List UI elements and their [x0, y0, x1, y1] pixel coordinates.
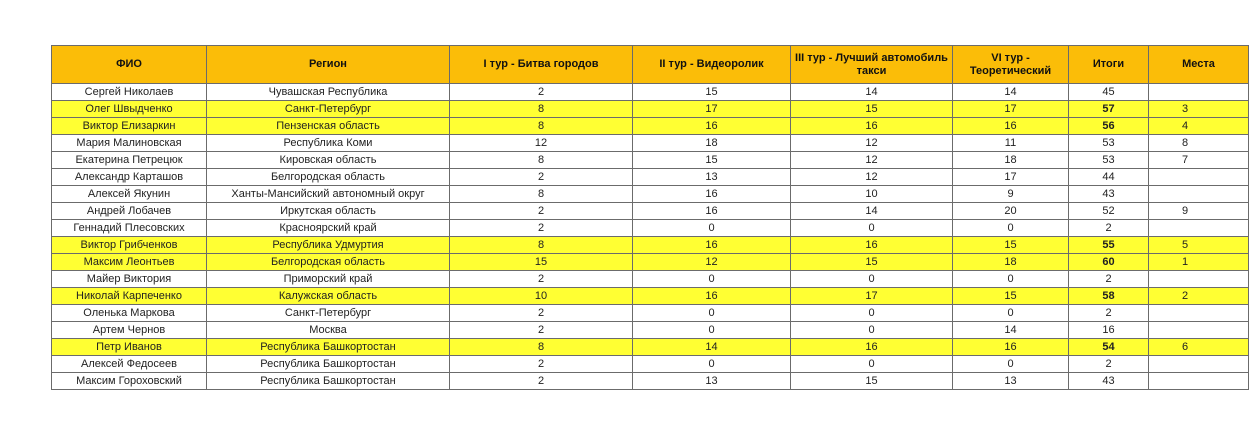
cell-tour4: 18: [953, 152, 1069, 169]
cell-name: Екатерина Петрецюк: [52, 152, 207, 169]
table-row: [52, 101, 1249, 118]
header-tour4: VI тур - Теоретический: [953, 46, 1069, 84]
cell-total: 2: [1069, 220, 1149, 237]
cell-tour1: 8: [450, 339, 633, 356]
cell-region: Республика Коми: [207, 135, 450, 152]
cell-name: Александр Карташов: [52, 169, 207, 186]
cell-tour4: 18: [953, 254, 1069, 271]
cell-tour4: 16: [953, 339, 1069, 356]
cell-tour4: 13: [953, 373, 1069, 390]
cell-tour2: 0: [633, 305, 791, 322]
cell-tour3: 0: [791, 356, 953, 373]
cell-tour2: 15: [633, 152, 791, 169]
cell-place: 1: [1149, 254, 1249, 271]
table-header: [52, 46, 1249, 84]
cell-region: Белгородская область: [207, 254, 450, 271]
cell-tour1: 2: [450, 203, 633, 220]
cell-region: Красноярский край: [207, 220, 450, 237]
cell-tour1: 2: [450, 271, 633, 288]
table-row: [52, 220, 1249, 237]
header-name: ФИО: [52, 46, 207, 84]
cell-tour3: 0: [791, 322, 953, 339]
cell-region: Приморский край: [207, 271, 450, 288]
header-row: [52, 46, 1249, 84]
table-row: [52, 373, 1249, 390]
cell-region: Москва: [207, 322, 450, 339]
cell-place: 7: [1149, 152, 1249, 169]
cell-total: 54: [1069, 339, 1149, 356]
cell-tour2: 18: [633, 135, 791, 152]
cell-region: Чувашская Республика: [207, 84, 450, 101]
cell-tour1: 8: [450, 118, 633, 135]
cell-region: Кировская область: [207, 152, 450, 169]
cell-total: 56: [1069, 118, 1149, 135]
cell-region: Иркутская область: [207, 203, 450, 220]
cell-tour3: 15: [791, 101, 953, 118]
cell-tour1: 10: [450, 288, 633, 305]
table-row: [52, 237, 1249, 254]
cell-name: Максим Леонтьев: [52, 254, 207, 271]
header-tour1: I тур - Битва городов: [450, 46, 633, 84]
cell-tour3: 0: [791, 305, 953, 322]
cell-place: [1149, 186, 1249, 203]
cell-tour1: 2: [450, 373, 633, 390]
cell-tour1: 8: [450, 101, 633, 118]
cell-place: [1149, 271, 1249, 288]
cell-tour4: 14: [953, 84, 1069, 101]
cell-total: 60: [1069, 254, 1149, 271]
cell-tour4: 17: [953, 169, 1069, 186]
cell-place: 8: [1149, 135, 1249, 152]
table-row: [52, 339, 1249, 356]
cell-place: [1149, 305, 1249, 322]
cell-region: Белгородская область: [207, 169, 450, 186]
cell-tour3: 14: [791, 84, 953, 101]
cell-total: 2: [1069, 356, 1149, 373]
cell-name: Николай Карпеченко: [52, 288, 207, 305]
cell-tour4: 14: [953, 322, 1069, 339]
table-row: [52, 322, 1249, 339]
table-row: [52, 135, 1249, 152]
cell-region: Республика Башкортостан: [207, 373, 450, 390]
cell-tour1: 8: [450, 186, 633, 203]
cell-tour2: 16: [633, 186, 791, 203]
cell-tour2: 12: [633, 254, 791, 271]
cell-tour2: 16: [633, 237, 791, 254]
cell-name: Алексей Федосеев: [52, 356, 207, 373]
table-row: [52, 118, 1249, 135]
cell-tour3: 12: [791, 169, 953, 186]
cell-total: 44: [1069, 169, 1149, 186]
cell-region: Ханты-Мансийский автономный округ: [207, 186, 450, 203]
table-row: [52, 169, 1249, 186]
header-tour2: II тур - Видеоролик: [633, 46, 791, 84]
cell-name: Андрей Лобачев: [52, 203, 207, 220]
cell-tour4: 0: [953, 271, 1069, 288]
cell-tour4: 0: [953, 356, 1069, 373]
cell-total: 2: [1069, 305, 1149, 322]
cell-place: 6: [1149, 339, 1249, 356]
cell-tour3: 0: [791, 220, 953, 237]
cell-total: 57: [1069, 101, 1149, 118]
cell-tour1: 2: [450, 356, 633, 373]
cell-tour3: 16: [791, 237, 953, 254]
cell-tour4: 16: [953, 118, 1069, 135]
cell-name: Сергей Николаев: [52, 84, 207, 101]
cell-total: 53: [1069, 135, 1149, 152]
cell-total: 53: [1069, 152, 1149, 169]
table-row: [52, 84, 1249, 101]
cell-place: [1149, 169, 1249, 186]
cell-name: Максим Гороховский: [52, 373, 207, 390]
cell-place: 3: [1149, 101, 1249, 118]
cell-total: 2: [1069, 271, 1149, 288]
cell-total: 52: [1069, 203, 1149, 220]
cell-tour3: 16: [791, 118, 953, 135]
cell-tour2: 15: [633, 84, 791, 101]
cell-place: [1149, 322, 1249, 339]
cell-name: Геннадий Плесовских: [52, 220, 207, 237]
cell-tour3: 15: [791, 373, 953, 390]
cell-name: Олег Швыдченко: [52, 101, 207, 118]
cell-tour3: 16: [791, 339, 953, 356]
results-table: [51, 45, 1249, 390]
table-row: [52, 152, 1249, 169]
table-body: [52, 84, 1249, 390]
cell-name: Мария Малиновская: [52, 135, 207, 152]
header-place: Места: [1149, 46, 1249, 84]
cell-name: Майер Виктория: [52, 271, 207, 288]
cell-tour1: 2: [450, 322, 633, 339]
table-row: [52, 203, 1249, 220]
cell-tour2: 0: [633, 271, 791, 288]
cell-tour2: 0: [633, 322, 791, 339]
cell-tour1: 2: [450, 220, 633, 237]
cell-name: Виктор Грибченков: [52, 237, 207, 254]
cell-total: 43: [1069, 373, 1149, 390]
table-row: [52, 356, 1249, 373]
cell-tour1: 2: [450, 305, 633, 322]
cell-total: 43: [1069, 186, 1149, 203]
cell-tour4: 11: [953, 135, 1069, 152]
cell-total: 16: [1069, 322, 1149, 339]
cell-tour2: 16: [633, 118, 791, 135]
cell-tour1: 2: [450, 169, 633, 186]
cell-name: Алексей Якунин: [52, 186, 207, 203]
cell-tour2: 17: [633, 101, 791, 118]
table-row: [52, 186, 1249, 203]
cell-tour2: 14: [633, 339, 791, 356]
cell-tour3: 12: [791, 135, 953, 152]
cell-place: 5: [1149, 237, 1249, 254]
cell-name: Артем Чернов: [52, 322, 207, 339]
cell-tour2: 0: [633, 356, 791, 373]
cell-tour2: 13: [633, 169, 791, 186]
cell-total: 58: [1069, 288, 1149, 305]
cell-tour3: 0: [791, 271, 953, 288]
cell-tour4: 15: [953, 288, 1069, 305]
cell-tour4: 0: [953, 305, 1069, 322]
cell-place: [1149, 84, 1249, 101]
cell-tour4: 9: [953, 186, 1069, 203]
cell-region: Калужская область: [207, 288, 450, 305]
cell-tour3: 14: [791, 203, 953, 220]
cell-region: Санкт-Петербург: [207, 101, 450, 118]
cell-tour3: 12: [791, 152, 953, 169]
header-total: Итоги: [1069, 46, 1149, 84]
cell-place: 4: [1149, 118, 1249, 135]
cell-total: 55: [1069, 237, 1149, 254]
cell-region: Республика Удмуртия: [207, 237, 450, 254]
results-sheet: [51, 45, 1249, 390]
cell-tour1: 12: [450, 135, 633, 152]
table-row: [52, 288, 1249, 305]
cell-place: 9: [1149, 203, 1249, 220]
cell-tour1: 8: [450, 237, 633, 254]
cell-tour3: 15: [791, 254, 953, 271]
cell-tour4: 0: [953, 220, 1069, 237]
cell-place: 2: [1149, 288, 1249, 305]
cell-tour3: 10: [791, 186, 953, 203]
table-row: [52, 305, 1249, 322]
cell-region: Республика Башкортостан: [207, 356, 450, 373]
table-row: [52, 254, 1249, 271]
cell-tour1: 8: [450, 152, 633, 169]
cell-region: Санкт-Петербург: [207, 305, 450, 322]
cell-tour2: 13: [633, 373, 791, 390]
cell-tour4: 20: [953, 203, 1069, 220]
cell-tour2: 16: [633, 288, 791, 305]
cell-place: [1149, 373, 1249, 390]
cell-tour4: 17: [953, 101, 1069, 118]
cell-place: [1149, 220, 1249, 237]
cell-tour1: 15: [450, 254, 633, 271]
header-region: Регион: [207, 46, 450, 84]
cell-tour3: 17: [791, 288, 953, 305]
cell-tour1: 2: [450, 84, 633, 101]
table-row: [52, 271, 1249, 288]
header-tour3: III тур - Лучший автомобиль такси: [791, 46, 953, 84]
cell-name: Виктор Елизаркин: [52, 118, 207, 135]
cell-tour2: 0: [633, 220, 791, 237]
cell-name: Оленька Маркова: [52, 305, 207, 322]
cell-tour4: 15: [953, 237, 1069, 254]
cell-region: Пензенская область: [207, 118, 450, 135]
cell-tour2: 16: [633, 203, 791, 220]
cell-place: [1149, 356, 1249, 373]
cell-region: Республика Башкортостан: [207, 339, 450, 356]
cell-name: Петр Иванов: [52, 339, 207, 356]
cell-total: 45: [1069, 84, 1149, 101]
